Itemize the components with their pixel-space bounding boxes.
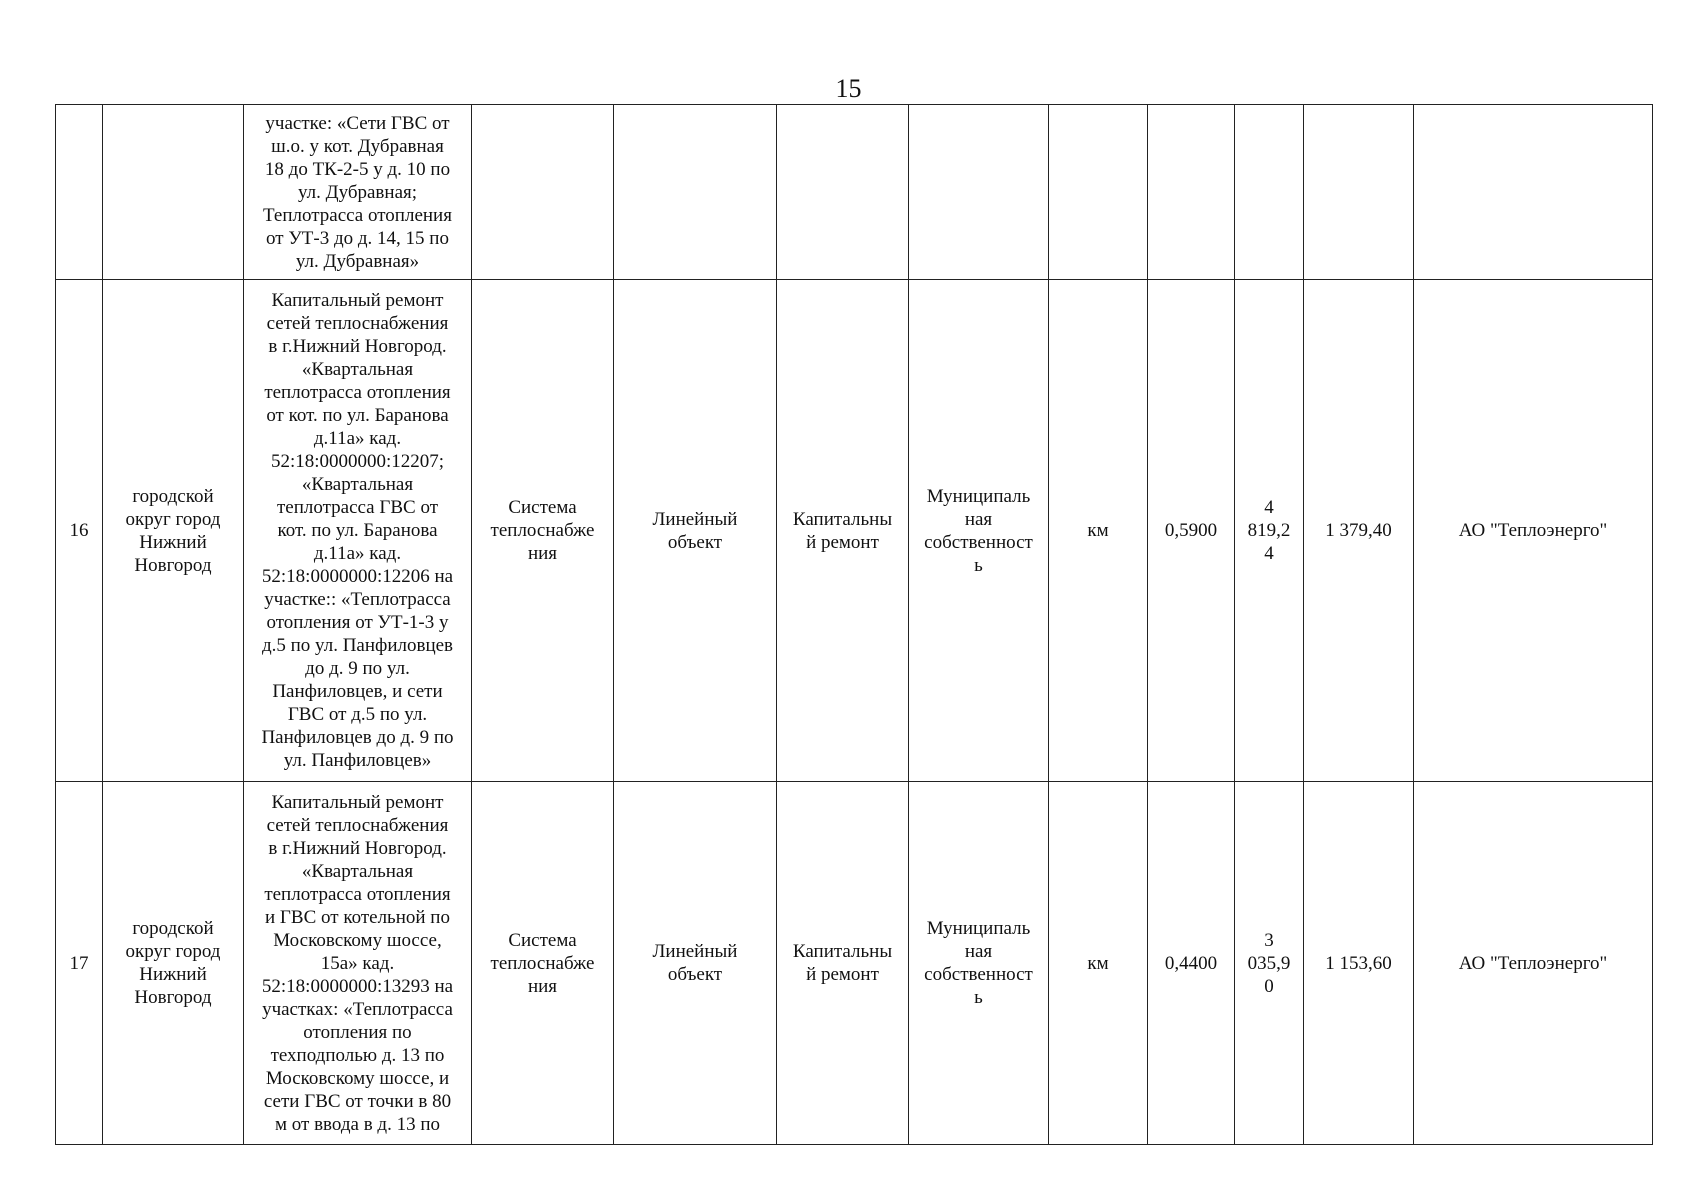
system-cell	[472, 105, 614, 280]
unit-cell: км	[1049, 280, 1148, 782]
system-cell: Система теплоснабже ния	[472, 280, 614, 782]
work-type-cell: Капитальны й ремонт	[777, 782, 909, 1145]
work-type-cell	[777, 105, 909, 280]
operator-cell	[1414, 105, 1653, 280]
ownership-cell: Муниципаль ная собственност ь	[909, 782, 1049, 1145]
system-cell: Система теплоснабже ния	[472, 782, 614, 1145]
cost-cell: 1 379,40	[1304, 280, 1414, 782]
page-number: 15	[835, 74, 862, 103]
cost-cell	[1304, 105, 1414, 280]
district-cell: городской округ город Нижний Новгород	[103, 782, 244, 1145]
unit-cell: км	[1049, 782, 1148, 1145]
description-cell: Капитальный ремонт сетей теплоснабжения в г.Нижний Новгород. «Квартальная теплотрасса отопления от кот. по ул. Баранова д.11а» кад. 52:18:0000000:12207; «Квартальная теплотрасса ГВС от кот. по ул. Баранова д.11а» кад. 52:18:0000000:12206 на участке:: «Теплотрасса отопления от УТ-1-3 у д.5 по ул. Панфиловцев до д. 9 по ул. Панфиловцев, и сети ГВС от д.5 по ул. Панфиловцев до д. 9 по ул. Панфиловцев»	[244, 280, 472, 782]
description-cell: Капитальный ремонт сетей теплоснабжения в г.Нижний Новгород. «Квартальная теплотрасса отопления и ГВС от котельной по Московскому шоссе, 15а» кад. 52:18:0000000:13293 на участках: «Теплотрасса отопления по техподполью д. 13 по Московскому шоссе, и сети ГВС от точки в 80 м от ввода в д. 13 по	[244, 782, 472, 1145]
operator-cell: АО "Теплоэнерго"	[1414, 782, 1653, 1145]
operator-cell: АО "Теплоэнерго"	[1414, 280, 1653, 782]
district-cell	[103, 105, 244, 280]
length-cell: 0,5900	[1148, 280, 1235, 782]
work-type-cell: Капитальны й ремонт	[777, 280, 909, 782]
ownership-cell: Муниципаль ная собственност ь	[909, 280, 1049, 782]
object-type-cell: Линейный объект	[614, 782, 777, 1145]
row-number: 16	[56, 280, 103, 782]
cost-total-cell: 4 819,2 4	[1235, 280, 1304, 782]
cost-total-cell	[1235, 105, 1304, 280]
row-number: 17	[56, 782, 103, 1145]
cost-cell: 1 153,60	[1304, 782, 1414, 1145]
table-row	[56, 782, 1653, 1145]
description-cell: участке: «Сети ГВС от ш.о. у кот. Дубравная 18 до ТК-2-5 у д. 10 по ул. Дубравная; Теплотрасса отопления от УТ-3 до д. 14, 15 по ул. Дубравная»	[244, 105, 472, 280]
ownership-cell	[909, 105, 1049, 280]
table-row	[56, 105, 1653, 280]
length-cell: 0,4400	[1148, 782, 1235, 1145]
investment-program-table	[55, 104, 1653, 1145]
unit-cell	[1049, 105, 1148, 280]
table-row	[56, 280, 1653, 782]
district-cell: городской округ город Нижний Новгород	[103, 280, 244, 782]
row-number	[56, 105, 103, 280]
length-cell	[1148, 105, 1235, 280]
cost-total-cell: 3 035,9 0	[1235, 782, 1304, 1145]
object-type-cell: Линейный объект	[614, 280, 777, 782]
object-type-cell	[614, 105, 777, 280]
